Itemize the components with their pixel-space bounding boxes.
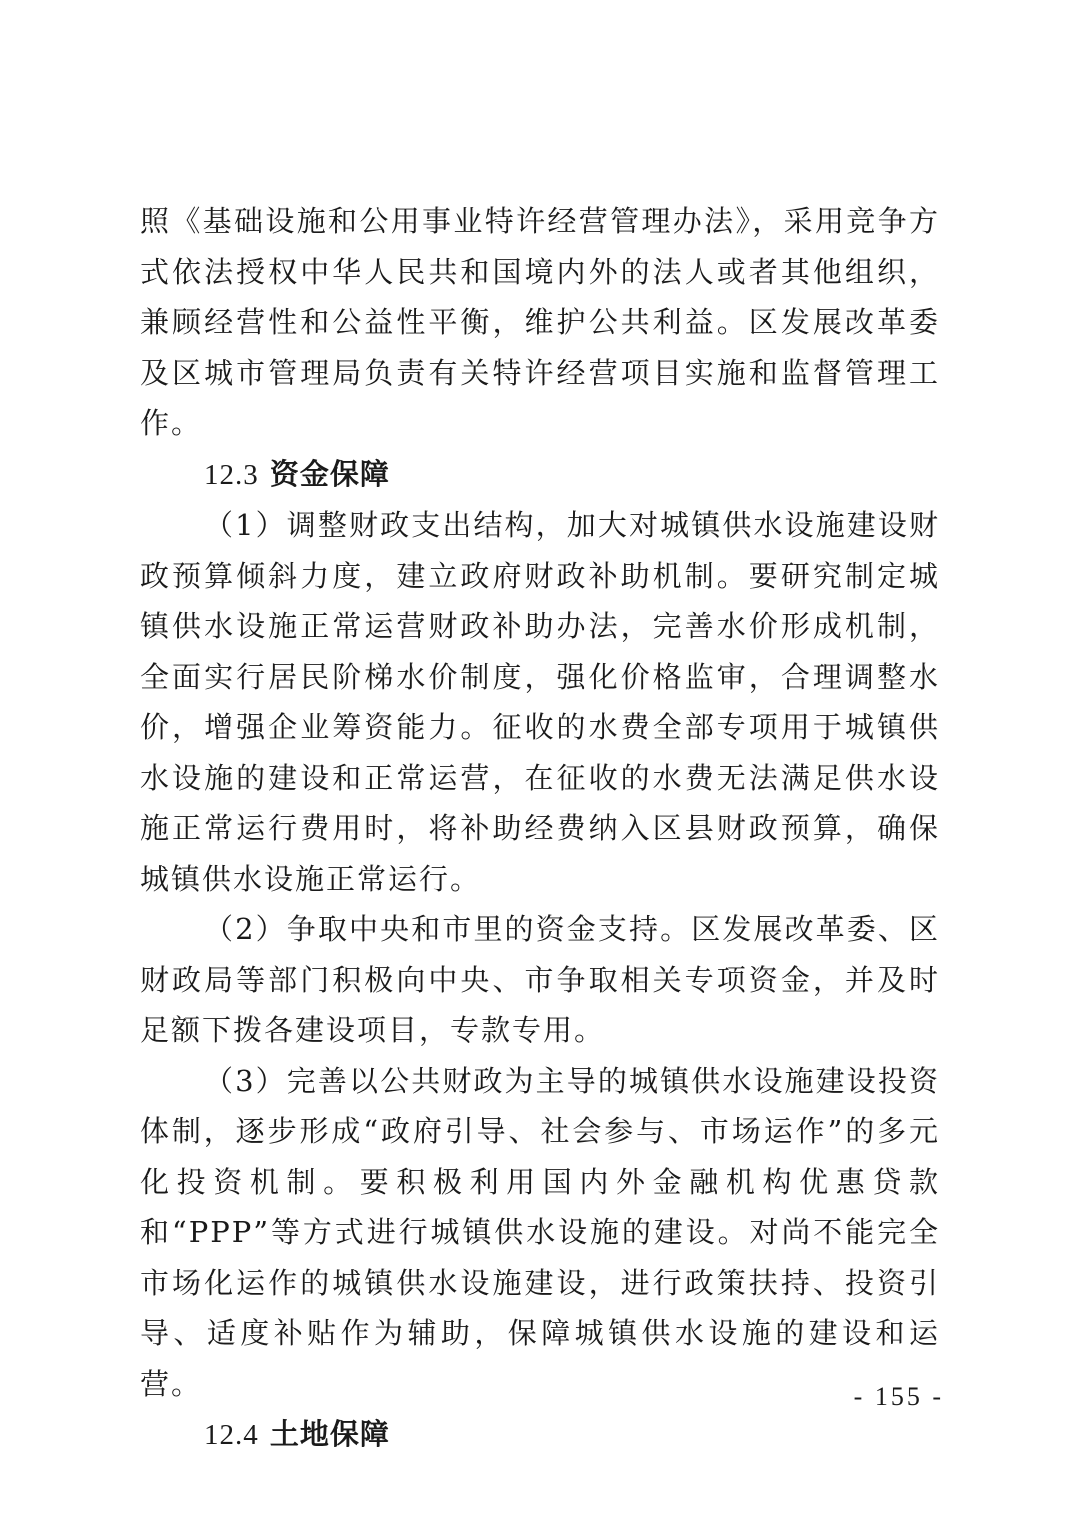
body-text bbox=[140, 196, 940, 1461]
section-title: 土地保障 bbox=[269, 1417, 390, 1451]
section-heading-12-4 bbox=[140, 1409, 940, 1461]
section-heading-12-3 bbox=[140, 449, 940, 501]
paragraph-item-3: （3）完善以公共财政为主导的城镇供水设施建设投资体制，逐步形成“政府引导、社会参与、市场运作”的多元化投资机制。要积极利用国内外金融机构优惠贷款和“PPP”等方式进行城镇供水设施的建设。对尚不能完全市场化运作的城镇供水设施建设，进行政策扶持、投资引导、适度补贴作为辅助，保障城镇供水设施的建设和运营。 bbox=[140, 1063, 940, 1401]
page-number: - 155 - bbox=[853, 1382, 944, 1411]
paragraph-item-1: （1）调整财政支出结构，加大对城镇供水设施建设财政预算倾斜力度，建立政府财政补助机制。要研究制定城镇供水设施正常运营财政补助办法，完善水价形成机制，全面实行居民阶梯水价制度，强化价格监审，合理调整水价，增强企业筹资能力。征收的水费全部专项用于城镇供水设施的建设和正常运营，在征收的水费无法满足供水设施正常运行费用时，将补助经费纳入区县财政预算，确保城镇供水设施正常运行。 bbox=[140, 508, 940, 896]
section-title: 资金保障 bbox=[269, 456, 390, 491]
section-number: 12.4 bbox=[204, 1419, 259, 1451]
paragraph-item-2: （2）争取中央和市里的资金支持。区发展改革委、区财政局等部门积极向中央、市争取相关专项资金，并及时足额下拨各建设项目，专款专用。 bbox=[140, 912, 940, 1047]
paragraph-continued: 照《基础设施和公用事业特许经营管理办法》，采用竞争方式依法授权中华人民共和国境内外的法人或者其他组织，兼顾经营性和公益性平衡，维护公共利益。区发展改革委及区城市管理局负责有关特许经营项目实施和监督管理工作。 bbox=[140, 204, 940, 440]
section-number: 12.3 bbox=[204, 458, 259, 491]
